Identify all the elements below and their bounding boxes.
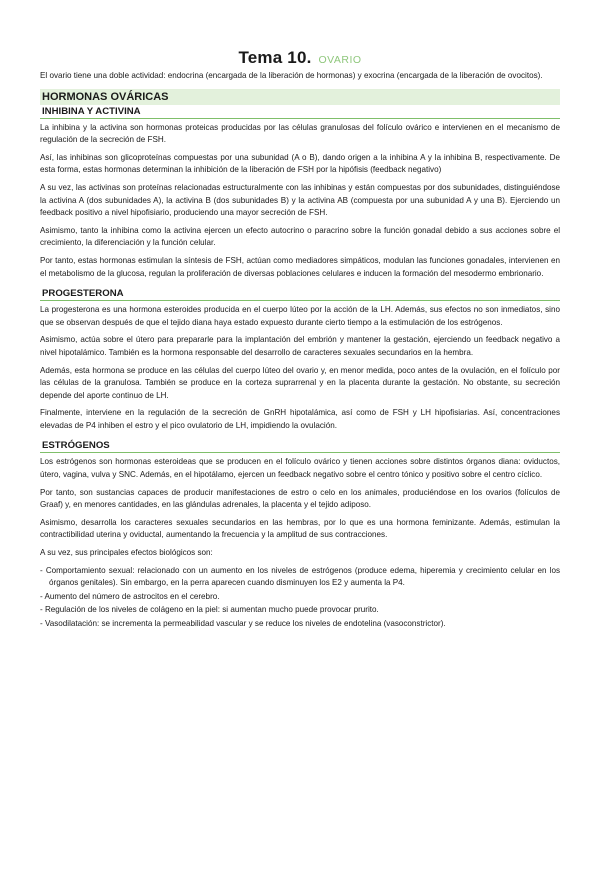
title-main: Tema 10. [238, 48, 312, 67]
subheading-inhibina: INHIBINA Y ACTIVINA [40, 105, 560, 119]
list-item: - Comportamiento sexual: relacionado con un aumento en los niveles de estrógenos (produce edema, hiperemia y crecimiento celular en los órganos genitales). Sin embargo, en la perra aparecen cuando disminuyen los E2 y aumenta la P4. [40, 565, 560, 588]
estrogenos-paragraph-3: Asimismo, desarrolla los caracteres sexuales secundarios en las hembras, por lo que es una hormona feminizante. Además, estimulan la contractibilidad uterina y oviductal, aumentando la frecuencia y la amplitud de sus contracciones. [40, 517, 560, 540]
effects-list [40, 565, 560, 631]
title-sub: OVARIO [318, 54, 362, 66]
progesterona-paragraph-1: La progesterona es una hormona esteroides producida en el cuerpo lúteo por la acción de la LH. Además, sus efectos no son inmediatos, sino que se observan después de que el tejido diana haya estado expuesto durante cierto tiempo a la estimulación de los estrógenos. [40, 305, 560, 327]
inhibina-paragraph-4: Asimismo, tanto la inhibina como la activina ejercen un efecto autocrino o paracrino sobre la función gonadal debido a sus acciones sobre el crecimiento, la diferenciación y la función celular. [40, 225, 560, 248]
subheading-estrogenos: ESTRÓGENOS [40, 439, 560, 453]
document-page [0, 48, 600, 896]
progesterona-paragraph-4: Finalmente, interviene en la regulación de la secreción de GnRH hipotalámica, así como de FSH y LH hipofisiarias. Así, concentraciones elevadas de P4 inhiben el estro y el pico ovulatorio de LH, impidiendo la ovulación. [40, 408, 560, 430]
inhibina-paragraph-5: Por tanto, estas hormonas estimulan la síntesis de FSH, actúan como mediadores simpáticos, modulan las funciones gonadales, intervienen en el metabolismo de la glucosa, regulan la proliferación de diversas poblaciones celulares e inducen la formación del mesodermo embrionario. [40, 255, 560, 278]
estrogenos-paragraph-4: A su vez, sus principales efectos biológicos son: [40, 548, 213, 558]
progesterona-paragraph-3: Además, esta hormona se produce en las células del cuerpo lúteo del ovario y, en menor medida, poco antes de la ovulación, en el folículo por las células de la granulosa. También se produce en la corteza suprarrenal y en la placenta durante la gestación. No obstante, su secreción depende del aporte continuo de LH. [40, 365, 560, 400]
list-item: - Aumento del número de astrocitos en el cerebro. [40, 591, 220, 601]
intro-paragraph: El ovario tiene una doble actividad: endocrina (encargada de la liberación de hormonas) y exocrina (encargada de la liberación de ovocitos). [40, 71, 543, 80]
page-title [40, 48, 560, 68]
subheading-progesterona: PROGESTERONA [40, 287, 560, 301]
list-item: - Vasodilatación: se incrementa la permeabilidad vascular y se reduce los niveles de endotelina (vasoconstrictor). [40, 619, 446, 628]
inhibina-paragraph-3: A su vez, las activinas son proteínas relacionadas estructuralmente con las inhibinas y están compuestas por dos subunidades, distinguiéndose la activina A (dos subunidades A), la activina B (dos subunidades B) y la activina AB (compuesta por una subunidad A y una B). Ejerciendo un feedback positivo a nivel hipofisiario, produciendo una mayor secreción de FSH. [40, 182, 560, 218]
inhibina-paragraph-1: La inhibina y la activina son hormonas proteicas producidas por las células granulosas del folículo ovárico e intervienen en el mecanismo de regulación de la secreción de FSH. [40, 122, 560, 145]
inhibina-paragraph-2: Así, las inhibinas son glicoproteínas compuestas por una subunidad (A o B), dando origen a la inhibina A y la inhibina B, respectivamente. De esta forma, estas hormonas determinan la inhibición de la liberación de FSH por la hipófisis (feedback negativo) [40, 152, 560, 175]
list-item: - Regulación de los niveles de colágeno en la piel: si aumentan mucho puede provocar prurito. [40, 605, 379, 615]
progesterona-paragraph-2: Asimismo, actúa sobre el útero para prepararle para la implantación del embrión y mantener la gestación, ejerciendo un feedback negativo a nivel hipotalámico. También es la hormona responsable del desarrollo de caracteres sexuales secundarios en la hembra. [40, 335, 560, 357]
section-heading-hormonas: HORMONAS OVÁRICAS [40, 89, 560, 105]
estrogenos-paragraph-2: Por tanto, son sustancias capaces de producir manifestaciones de estro o celo en los animales, produciéndose en los ovarios (folículos de Graaf) y, en menores cantidades, en las glándulas adrenales, la placenta y el tejido adiposo. [40, 487, 560, 510]
estrogenos-paragraph-1: Los estrógenos son hormonas esteroideas que se producen en el folículo ovárico y tienen acciones sobre distintos órganos diana: oviductos, útero, vagina, vulva y SNC. Además, en el hipotálamo, ejercen un feedback negativo sobre el centro tónico y positivo sobre el centro cíclico. [40, 457, 560, 480]
